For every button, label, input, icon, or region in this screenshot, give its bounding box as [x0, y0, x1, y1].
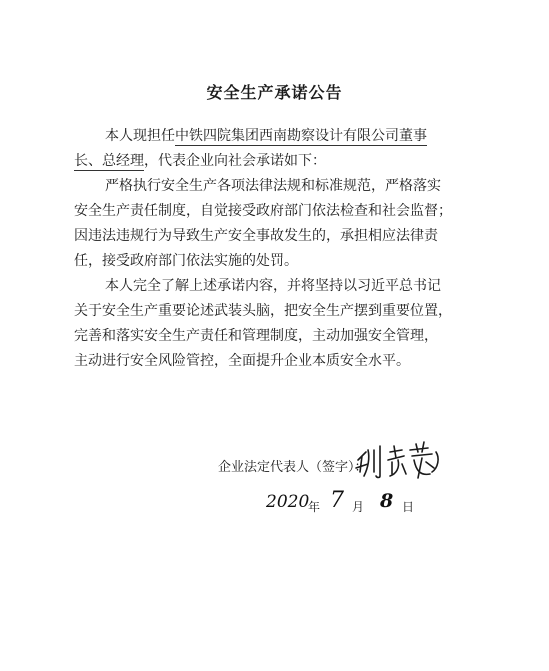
paragraph-3-line: 完善和落实安全生产责任和管理制度，主动加强安全管理，: [74, 328, 438, 344]
signature-label: 企业法定代表人（签字）：: [218, 460, 368, 475]
date-year-unit: 年: [308, 500, 321, 514]
position-fill-line-2: 长、总经理: [74, 153, 144, 169]
paragraph-2-line: 安全生产责任制度，自觉接受政府部门依法检查和社会监督；: [74, 203, 452, 219]
paragraph-2-line: 严格执行安全生产各项法律法规和标准规范，严格落实: [105, 178, 441, 194]
signature-row: [218, 456, 368, 482]
date-month: 7: [330, 488, 344, 513]
paragraph-2-line: 因违法违规行为导致生产安全事故发生的，承担相应法律责: [74, 228, 438, 244]
paragraph-1-line-2: [74, 149, 478, 174]
paragraph-1-prefix: 本人现担任: [105, 128, 175, 144]
handwritten-signature: [352, 438, 448, 482]
position-fill-line-1: 中铁四院集团西南勘察设计有限公司董事: [175, 128, 427, 144]
date-year: 2020: [266, 492, 310, 512]
paragraph-3-line: 本人完全了解上述承诺内容，并将坚持以习近平总书记: [105, 278, 441, 294]
paragraph-1-suffix: ，代表企业向社会承诺如下：: [144, 153, 326, 169]
paragraph-1-line-1: [74, 124, 478, 149]
date-day: 8: [380, 490, 394, 512]
document-body: [74, 124, 478, 374]
date-row: [266, 490, 426, 520]
date-day-unit: 日: [402, 500, 415, 514]
date-month-unit: 月: [352, 500, 365, 514]
paragraph-2-line: 任，接受政府部门依法实施的处罚。: [74, 253, 298, 269]
paragraph-3-line: 关于安全生产重要论述武装头脑，把安全生产摆到重要位置，: [74, 303, 452, 319]
document-title: 安全生产承诺公告: [206, 83, 343, 102]
paragraph-3-line: 主动进行安全风险管控，全面提升企业本质安全水平。: [74, 353, 410, 369]
